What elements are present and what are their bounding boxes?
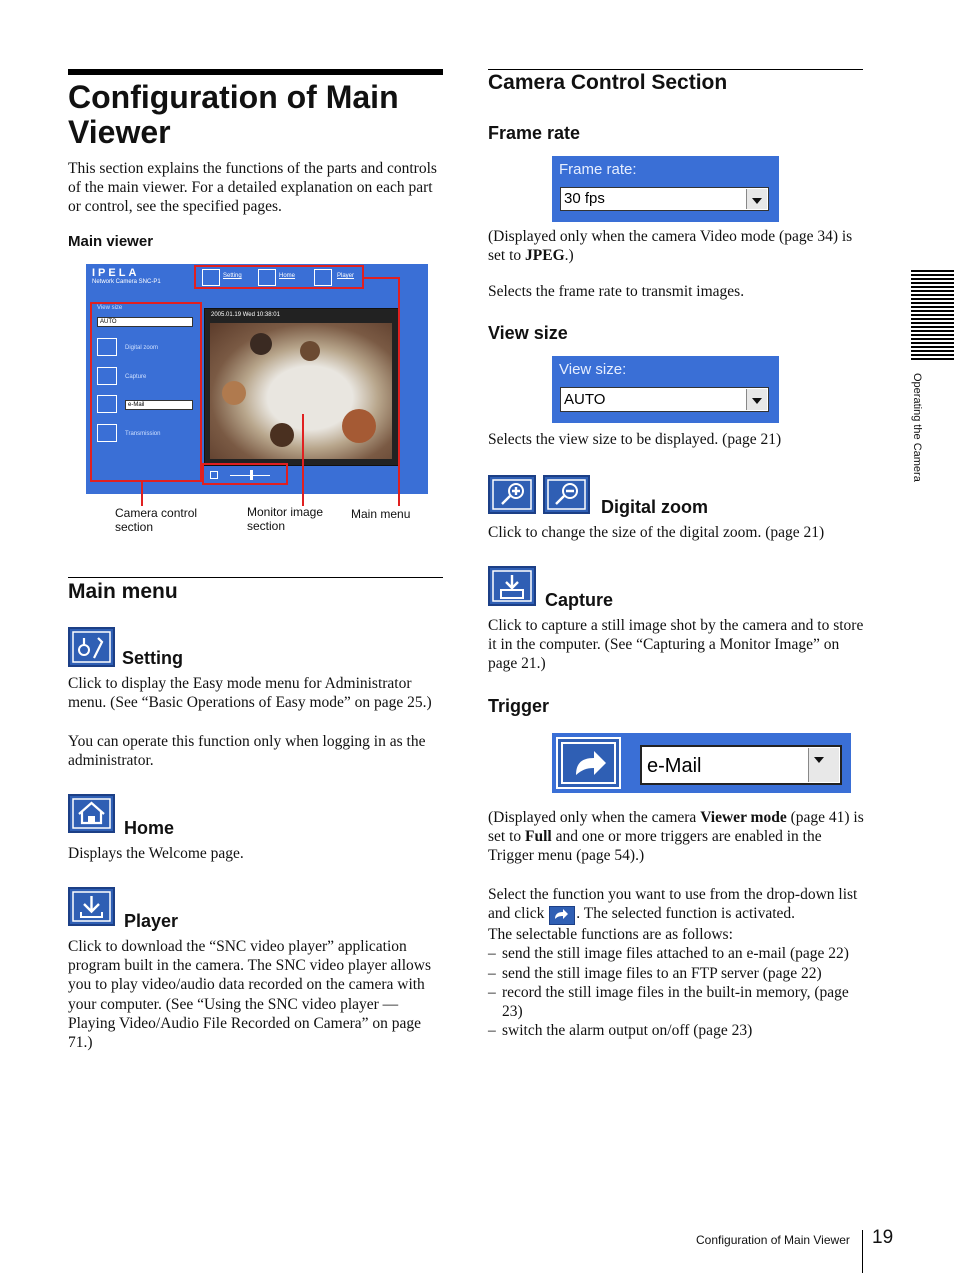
control-digital-zoom: Digital zoom [125, 345, 159, 351]
view-size-dropdown-value: AUTO [564, 391, 606, 408]
frame-rate-value: 30 fps [564, 190, 605, 207]
view-size-panel [552, 356, 779, 423]
callout-line-menu [362, 277, 400, 279]
list-item: – switch the alarm output on/off (page 23) [488, 1021, 866, 1040]
trigger-body: Select the function you want to use from the drop-down list and click . The selected function is activated. The selectable functions are as follows: – send the still image files attached to an e-mail (page 22) – send the still image files to an FTP server (page 22) – record the still image files in the built-in memory, (page 23) – switch the alarm output on/off (page 23) [488, 885, 866, 1040]
main-viewer-heading: Main viewer [68, 233, 154, 250]
view-size-panel-label: View size: [559, 361, 627, 378]
frame-rate-note: (Displayed only when the camera Video mode (page 34) is set to JPEG.) [488, 228, 853, 265]
frame-rate-select[interactable] [560, 187, 769, 211]
setting-title: Setting [122, 648, 183, 668]
monitor-image-frame [202, 463, 288, 485]
main-viewer-screenshot [86, 264, 428, 494]
camera-control-rule [488, 69, 863, 70]
chevron-down-icon [746, 389, 767, 410]
trigger-panel [552, 733, 851, 793]
trigger-mini-value: e-Mail [128, 402, 145, 408]
callout-monitor-image: Monitor image section [247, 505, 324, 533]
nav-setting-label: Setting [223, 273, 242, 279]
trigger-select[interactable] [640, 745, 842, 785]
trigger-note: (Displayed only when the camera Viewer mode (page 41) is set to Full and one or more triggers are enabled in the Trigger menu (page 54).) [488, 809, 864, 865]
view-size-dropdown[interactable] [560, 387, 769, 412]
trigger-value: e-Mail [647, 755, 702, 777]
frame-rate-panel [552, 156, 779, 222]
nav-home-label: Home [279, 273, 296, 279]
trigger-icon[interactable] [556, 737, 621, 789]
model-name: Network Camera SNC-P1 [92, 279, 161, 285]
ipela-logo: IPELA [92, 267, 140, 279]
digital-zoom-title: Digital zoom [601, 497, 708, 517]
monitor-photo [210, 323, 392, 459]
player-body: Click to download the “SNC video player” application program built in the camera. The SNC video player allows you to play video/audio data recorded on the camera with your computer. (See “Using the SNC video player — Playing Video/Audio File Recorded on Camera” on page 71.) [68, 938, 432, 1052]
trigger-inline-icon [549, 906, 575, 925]
chevron-down-icon [808, 748, 839, 782]
capture-title: Capture [545, 590, 614, 610]
side-tab-label: Operating the Camera [911, 373, 923, 482]
setting-icon [68, 627, 115, 667]
zoom-out-icon [543, 475, 590, 514]
control-transmission: Transmission [125, 431, 161, 437]
chevron-down-icon [746, 189, 767, 209]
frame-rate-label: Frame rate: [559, 161, 637, 178]
capture-icon [488, 566, 536, 606]
main-menu-frame [194, 265, 364, 289]
view-size-body: Selects the view size to be displayed. (page 21) [488, 431, 782, 448]
callout-camera-control: Camera control section [115, 506, 198, 534]
list-item: – send the still image files attached to an e-mail (page 22) [488, 944, 866, 963]
control-capture: Capture [125, 374, 147, 380]
trigger-title: Trigger [488, 696, 550, 716]
callout-line-menu-v [398, 277, 400, 506]
camera-control-heading: Camera Control Section [488, 71, 728, 94]
footer-rule [862, 1230, 863, 1273]
intro-text: This section explains the functions of the parts and controls of the main viewer. For a detailed explanation on each part or control, see the specified pages. [68, 160, 437, 216]
callout-main-menu: Main menu [351, 507, 411, 521]
callout-line-monitor [302, 414, 304, 506]
title-rule [68, 69, 443, 75]
monitor-timestamp: 2005.01.19 Wed 10:38:01 [211, 312, 280, 318]
home-body: Displays the Welcome page. [68, 845, 244, 862]
callout-line-camera [141, 482, 143, 506]
digital-zoom-body: Click to change the size of the digital zoom. (page 21) [488, 524, 825, 541]
trigger-function-list [488, 944, 866, 1040]
home-title: Home [124, 818, 175, 838]
nav-player-label: Player [337, 273, 355, 279]
home-icon [68, 794, 115, 833]
main-menu-rule [68, 577, 443, 578]
setting-body-2: You can operate this function only when logging in as the administrator. [68, 733, 426, 770]
setting-body-1: Click to display the Easy mode menu for Administrator menu. (See “Basic Operations of Easy mode” on page 25.) [68, 675, 432, 712]
frame-rate-title: Frame rate [488, 123, 581, 143]
player-title: Player [124, 911, 179, 931]
frame-rate-body: Selects the frame rate to transmit images. [488, 283, 745, 300]
page-number: 19 [872, 1227, 894, 1248]
view-size-title: View size [488, 323, 568, 343]
list-item: – record the still image files in the built-in memory, (page 23) [488, 983, 866, 1021]
page-title: Configuration of Main Viewer [68, 79, 399, 150]
view-size-label: View size [97, 305, 123, 311]
zoom-in-icon [488, 475, 536, 514]
main-menu-heading: Main menu [68, 580, 178, 603]
footer-title: Configuration of Main Viewer [696, 1233, 850, 1247]
side-tab-stripes [911, 270, 954, 361]
view-size-value: AUTO [100, 319, 117, 325]
player-icon [68, 887, 115, 926]
camera-control-frame [90, 302, 202, 482]
capture-body: Click to capture a still image shot by the camera and to store it in the computer. (See “Capturing a Monitor Image” on page 21.) [488, 617, 864, 673]
list-item: – send the still image files to an FTP server (page 22) [488, 964, 866, 983]
